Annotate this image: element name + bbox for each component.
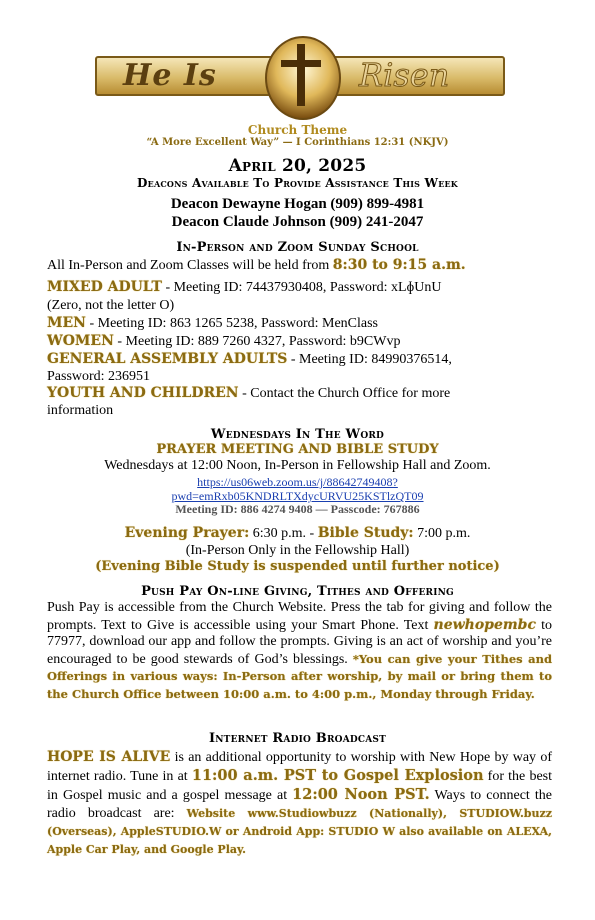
giving-heading: Push Pay On-line Giving, Tithes and Offering: [141, 584, 454, 599]
radio-heading: Internet Radio Broadcast: [208, 731, 387, 746]
intro-text: All In-Person and Zoom Classes will be held from: [47, 258, 333, 273]
class-mixed-adult: [47, 278, 552, 315]
zoom-link-1[interactable]: [0, 475, 595, 490]
he-is-risen-banner: [95, 36, 505, 122]
in-person-note: (In-Person Only in the Fellowship Hall): [185, 543, 410, 558]
class-time: 8:30 to 9:15 a.m.: [332, 257, 466, 273]
class-details: - Contact the Church Office for more: [238, 386, 451, 401]
class-label: MEN: [47, 315, 86, 331]
zoom-link-text-1[interactable]: https://us06web.zoom.us/j/88642749408?: [197, 475, 398, 489]
text-keyword: newhopembc: [433, 616, 536, 633]
evening-prayer-time: 6:30 p.m. -: [249, 526, 318, 541]
cross-icon: [297, 44, 305, 106]
deacon-name-2: Deacon Claude Johnson (909) 241-2047: [171, 214, 424, 230]
giving-highlight: *You can give your Tithes and Offerings in various ways: In-Person after worship, by mail or bring them to the Church Office between 10:00 a.m. to 4:00 p.m., Monday through Friday.: [47, 651, 553, 701]
radio-ways: Website www.Studiowbuzz (Nationally), STUDIOW.buzz (Overseas), AppleSTUDIO.W or Android App: STUDIO W also available on ALEXA, Apple Car Play, and Google Play.: [47, 807, 552, 856]
banner-word-he-is: He Is: [123, 58, 217, 93]
radio-time-1: 11:00 a.m. PST to Gospel Explosion: [191, 767, 484, 784]
class-details: - Meeting ID: 74437930408, Password: xLɸUnU: [161, 280, 442, 295]
evening-schedule: [0, 525, 595, 542]
class-note: Password: 236951: [47, 369, 151, 384]
theme-verse: “A More Excellent Way” — I Corinthians 12:31 (NKJV): [146, 137, 449, 148]
class-note: (Zero, not the letter O): [47, 298, 175, 313]
sunday-school-intro: [47, 257, 552, 274]
giving-body: [47, 600, 552, 703]
cross-icon-bar: [281, 60, 321, 67]
wednesday-heading: Wednesdays In The Word: [210, 427, 385, 442]
giving-text-1: Push Pay is accessible from the Church Website. Press the tab for giving and follow the prompts. Text to Give is accessible using your Smart Phone. Text: [47, 600, 552, 633]
theme-title-text: Church Theme: [247, 123, 348, 137]
deacon-name-1: Deacon Dewayne Hogan (909) 899-4981: [170, 196, 425, 212]
class-youth-children: [47, 385, 552, 419]
class-general-assembly: [47, 351, 552, 385]
radio-text-2: for the best in Gospel music and a gospel message at: [47, 769, 552, 803]
radio-text-3: Ways to connect the radio broadcast are:: [47, 788, 552, 821]
class-label: WOMEN: [47, 333, 114, 349]
radio-body: [47, 748, 552, 859]
bible-study-label: Bible Study:: [317, 525, 414, 541]
class-label: GENERAL ASSEMBLY ADULTS: [47, 351, 288, 367]
evening-prayer-label: Evening Prayer:: [124, 525, 250, 541]
sunday-school-heading: In-Person and Zoom Sunday School: [176, 240, 419, 255]
class-details: - Meeting ID: 863 1265 5238, Password: MenClass: [85, 316, 379, 331]
class-details: - Meeting ID: 889 7260 4327, Password: b9CWvp: [113, 334, 401, 349]
radio-time-2: 12:00 Noon PST.: [292, 786, 430, 803]
class-label: MIXED ADULT: [47, 279, 162, 295]
giving-text-2: to 77977, download our app and follow the prompts. Giving is an act of worship and you’re encouraged to be good stewards of God’s blessings.: [47, 617, 552, 667]
wednesday-schedule: Wednesdays at 12:00 Noon, In-Person in Fellowship Hall and Zoom.: [104, 458, 491, 473]
banner-word-risen: Risen: [359, 56, 450, 94]
radio-text-1: is an additional opportunity to worship with New Hope by way of internet radio. Tune in at: [47, 750, 552, 784]
class-details: - Meeting ID: 84990376514,: [287, 352, 452, 367]
zoom-link-text-2[interactable]: pwd=emRxb05KNDRLTXdycURVU25KSTlzQT09: [171, 489, 424, 503]
class-note: information: [47, 403, 114, 418]
bulletin-date: April 20, 2025: [228, 156, 367, 176]
wednesday-meeting-id: Meeting ID: 886 4274 9408 — Passcode: 767886: [175, 502, 420, 516]
hope-is-alive: HOPE IS ALIVE: [47, 749, 171, 765]
bible-study-time: 7:00 p.m.: [413, 526, 471, 541]
class-label: YOUTH AND CHILDREN: [47, 385, 239, 401]
suspended-note: (Evening Bible Study is suspended until further notice): [95, 559, 500, 574]
class-men: [47, 315, 552, 332]
class-women: [47, 333, 552, 350]
prayer-meeting-heading: PRAYER MEETING AND BIBLE STUDY: [156, 442, 439, 457]
church-theme-title: [0, 122, 595, 138]
deacons-heading: Deacons Available To Provide Assistance This Week: [137, 176, 458, 190]
